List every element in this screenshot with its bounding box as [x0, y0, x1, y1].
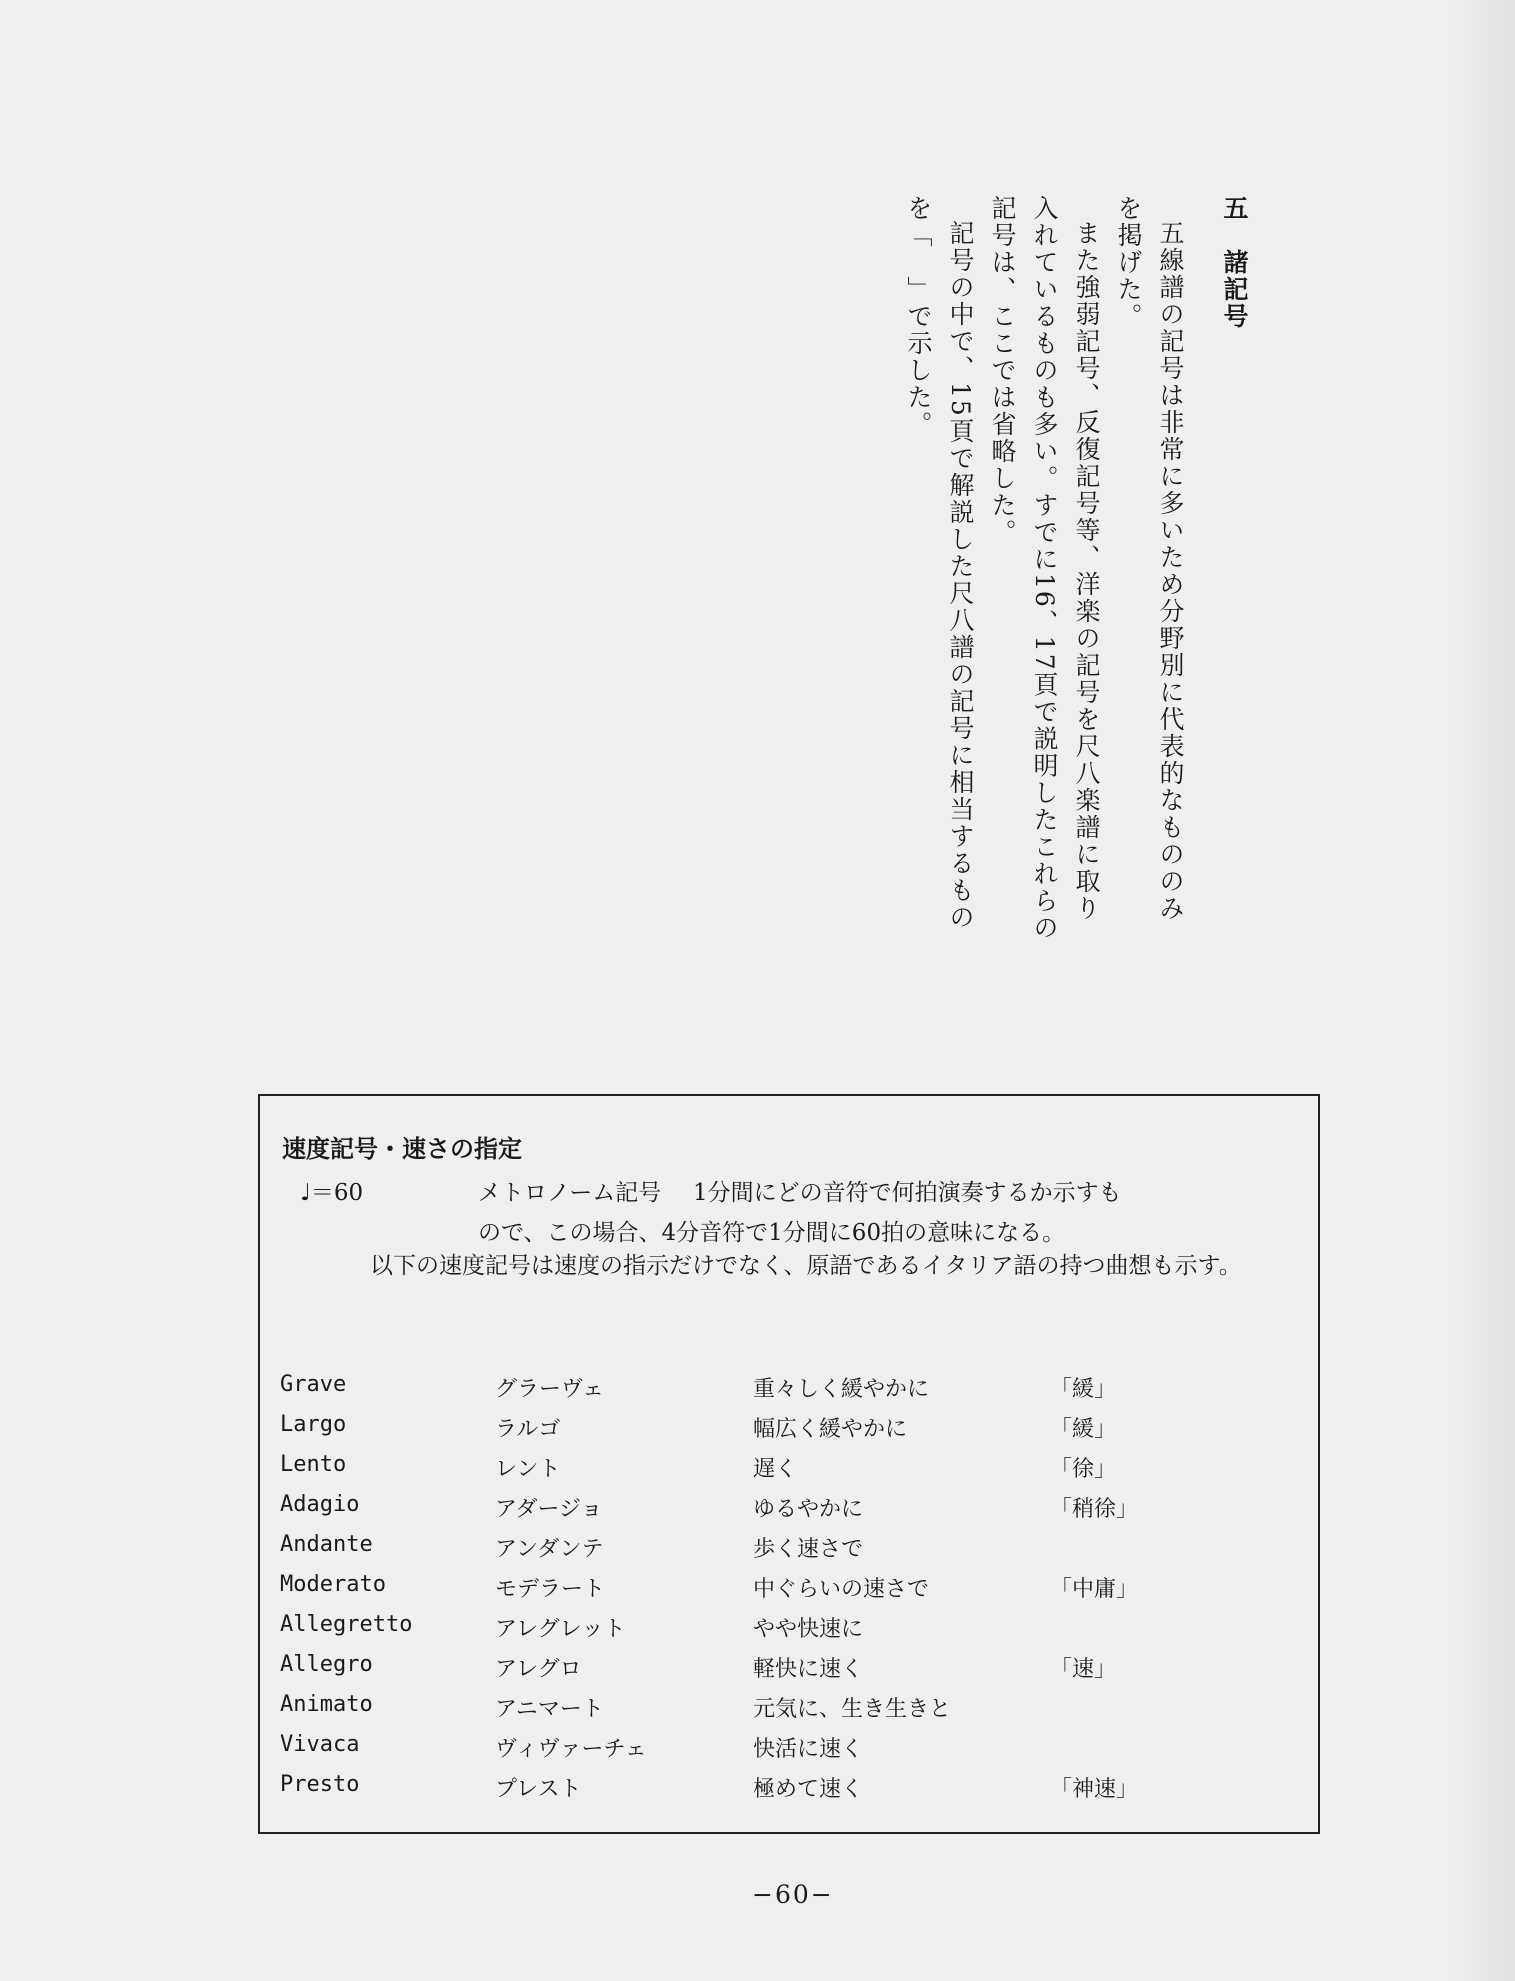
tempo-row — [280, 1772, 1300, 1812]
japanese-equivalent: 「稍徐」 — [1050, 1497, 1139, 1522]
katakana-term: レント — [495, 1457, 561, 1482]
section-heading: 五 諸記号 — [1220, 195, 1249, 330]
katakana-term: アレグロ — [495, 1657, 582, 1682]
tempo-row — [280, 1652, 1300, 1692]
tempo-row — [280, 1612, 1300, 1652]
katakana-term: アニマート — [495, 1697, 604, 1722]
katakana-term: アレグレット — [495, 1617, 626, 1642]
vertical-text-section — [897, 195, 1255, 945]
tempo-row — [280, 1452, 1300, 1492]
italian-term: Presto — [280, 1772, 360, 1797]
katakana-term: プレスト — [495, 1777, 582, 1802]
meaning: 中ぐらいの速さで — [753, 1577, 930, 1602]
japanese-equivalent: 「徐」 — [1050, 1457, 1117, 1482]
tempo-list — [280, 1372, 1300, 1812]
katakana-term: アダージョ — [495, 1497, 603, 1522]
meaning: 重々しく緩やかに — [753, 1377, 930, 1402]
metronome-desc-line2: ので、この場合、4分音符で1分間に60拍の意味になる。 — [478, 1220, 1066, 1246]
paragraph: 五線譜の記号は非常に多いため分野別に代表的なもののみを掲げた。 — [1114, 195, 1185, 922]
italian-term: Allegretto — [280, 1612, 413, 1637]
meaning: 元気に、生き生きと — [753, 1697, 952, 1722]
meaning: 遅く — [753, 1457, 798, 1482]
box-title: 速度記号・速さの指定 — [282, 1135, 522, 1163]
tempo-row — [280, 1572, 1300, 1612]
tempo-row — [280, 1492, 1300, 1532]
intro-text: 以下の速度記号は速度の指示だけでなく、原語であるイタリア語の持つ曲想も示す。 — [370, 1253, 1242, 1279]
tempo-box — [258, 1094, 1320, 1834]
meaning: やや快速に — [753, 1617, 864, 1642]
japanese-equivalent: 「神速」 — [1050, 1777, 1139, 1802]
metronome-label: メトロノーム記号 — [478, 1180, 662, 1206]
italian-term: Lento — [280, 1452, 347, 1477]
katakana-term: グラーヴェ — [495, 1377, 605, 1402]
katakana-term: アンダンテ — [495, 1537, 604, 1562]
meaning: ゆるやかに — [753, 1497, 864, 1522]
italian-term: Grave — [280, 1372, 347, 1397]
tempo-row — [280, 1732, 1300, 1772]
paragraph: 記号の中で、15頁で解説した尺八譜の記号に相当するものを「 」で示した。 — [904, 195, 975, 931]
metronome-desc-line1: 1分間にどの音符で何拍演奏するか示すも — [693, 1180, 1122, 1206]
italian-term: Allegro — [280, 1652, 373, 1677]
japanese-equivalent: 「中庸」 — [1050, 1577, 1139, 1602]
meaning: 幅広く緩やかに — [753, 1417, 908, 1442]
italian-term: Largo — [280, 1412, 347, 1437]
katakana-term: ヴィヴァーチェ — [495, 1737, 647, 1762]
italian-term: Animato — [280, 1692, 373, 1717]
tempo-row — [280, 1372, 1300, 1412]
paragraph: また強弱記号、反復記号等、洋楽の記号を尺八楽譜に取り入れているものも多い。すでに16、17頁で説明したこれらの記号は、ここでは省略した。 — [988, 195, 1101, 942]
japanese-equivalent: 「速」 — [1050, 1657, 1117, 1682]
italian-term: Vivaca — [280, 1732, 360, 1757]
japanese-equivalent: 「緩」 — [1050, 1417, 1117, 1442]
tempo-row — [280, 1412, 1300, 1452]
metronome-symbol: ♩＝60 — [300, 1180, 364, 1206]
page-edge — [1455, 0, 1515, 1981]
page-number: −60− — [752, 1880, 834, 1909]
japanese-equivalent: 「緩」 — [1050, 1377, 1117, 1402]
italian-term: Andante — [280, 1532, 373, 1557]
meaning: 歩く速さで — [753, 1537, 864, 1562]
italian-term: Moderato — [280, 1572, 386, 1597]
katakana-term: モデラート — [495, 1577, 606, 1602]
tempo-row — [280, 1692, 1300, 1732]
meaning: 快活に速く — [753, 1737, 864, 1762]
katakana-term: ラルゴ — [495, 1417, 561, 1442]
italian-term: Adagio — [280, 1492, 360, 1517]
meaning: 極めて速く — [753, 1777, 864, 1802]
meaning: 軽快に速く — [753, 1657, 864, 1682]
tempo-row — [280, 1532, 1300, 1572]
